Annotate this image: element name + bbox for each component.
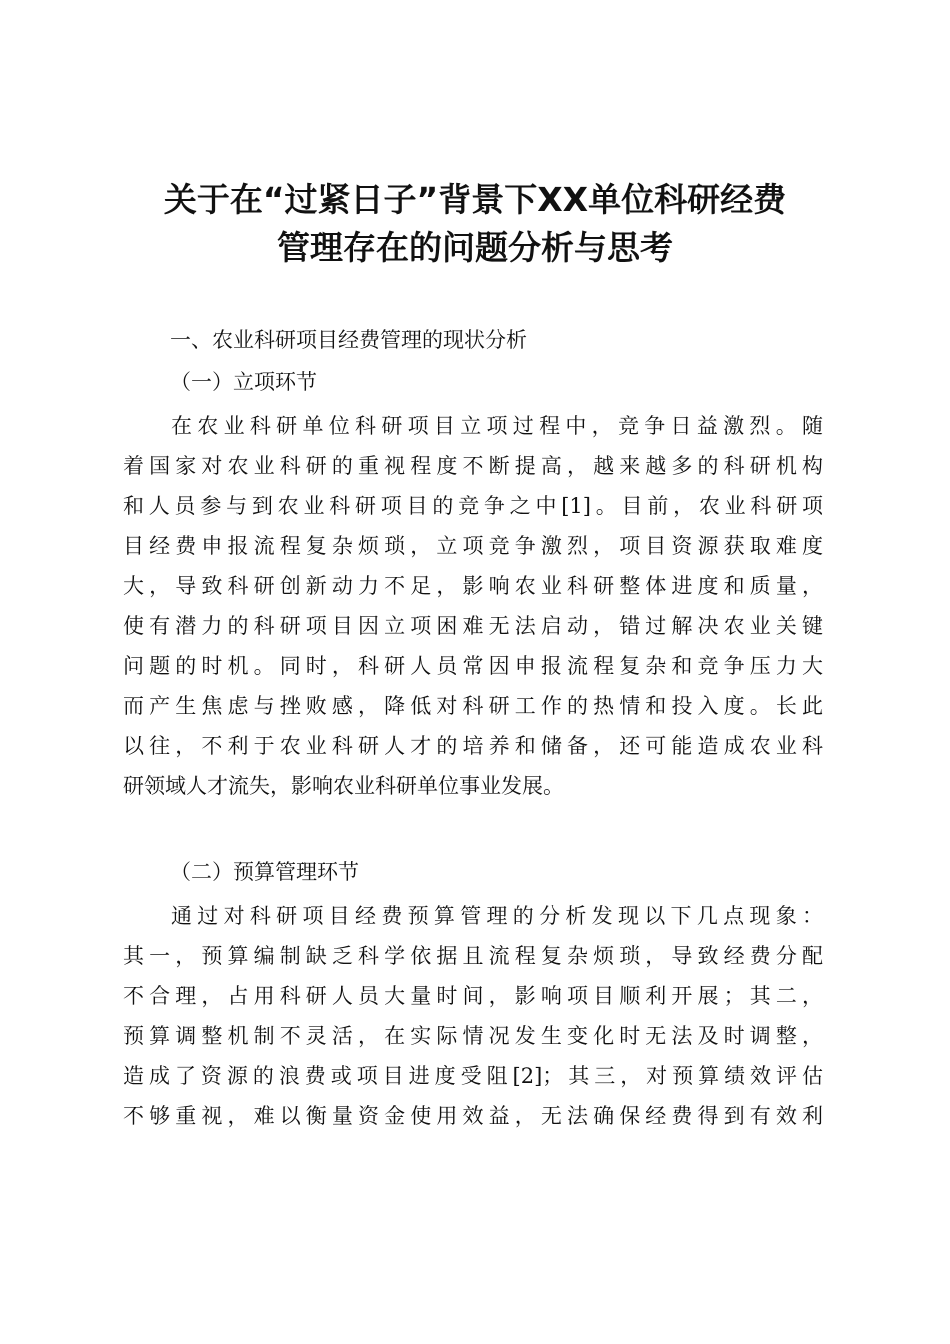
paragraph-line: 以往，不利于农业科研人才的培养和储备，还可能造成农业科 — [123, 734, 823, 758]
paragraph-line: 问题的时机。同时，科研人员常因申报流程复杂和竞争压力大 — [123, 654, 823, 678]
paragraph-line: 研领域人才流失，影响农业科研单位事业发展。 — [123, 774, 564, 798]
subsection-heading-2: （二）预算管理环节 — [170, 860, 359, 884]
document-title — [110, 176, 840, 272]
paragraph-line: 着国家对农业科研的重视程度不断提高，越来越多的科研机构 — [123, 454, 823, 478]
paragraph-line: 大，导致科研创新动力不足，影响农业科研整体进度和质量， — [123, 574, 823, 598]
paragraph-line: 在农业科研单位科研项目立项过程中，竞争日益激烈。随 — [171, 414, 823, 438]
paragraph-line: 通过对科研项目经费预算管理的分析发现以下几点现象： — [171, 904, 823, 928]
paragraph-line: 目经费申报流程复杂烦琐，立项竞争激烈，项目资源获取难度 — [123, 534, 823, 558]
title-line-2: 管理存在的问题分析与思考 — [277, 228, 673, 267]
title-line-1: 关于在“过紧日子”背景下XX单位科研经费 — [163, 180, 787, 219]
paragraph-line: 使有潜力的科研项目因立项困难无法启动，错过解决农业关键 — [123, 614, 823, 638]
paragraph-line: 不够重视，难以衡量资金使用效益，无法确保经费得到有效利 — [123, 1104, 823, 1128]
section-heading-1: 一、农业科研项目经费管理的现状分析 — [170, 328, 527, 352]
paragraph-line: 不合理，占用科研人员大量时间，影响项目顺利开展；其二， — [123, 984, 823, 1008]
subsection-heading-1: （一）立项环节 — [170, 370, 317, 394]
paragraph-2 — [123, 896, 823, 1136]
paragraph-line: 和人员参与到农业科研项目的竞争之中[1]。目前，农业科研项 — [123, 494, 823, 518]
paragraph-line: 而产生焦虑与挫败感，降低对科研工作的热情和投入度。长此 — [123, 694, 823, 718]
paragraph-line: 预算调整机制不灵活，在实际情况发生变化时无法及时调整， — [123, 1024, 823, 1048]
paragraph-line: 造成了资源的浪费或项目进度受阻[2]；其三，对预算绩效评估 — [123, 1064, 823, 1088]
paragraph-line: 其一，预算编制缺乏科学依据且流程复杂烦琐，导致经费分配 — [123, 944, 823, 968]
paragraph-1 — [123, 406, 823, 806]
